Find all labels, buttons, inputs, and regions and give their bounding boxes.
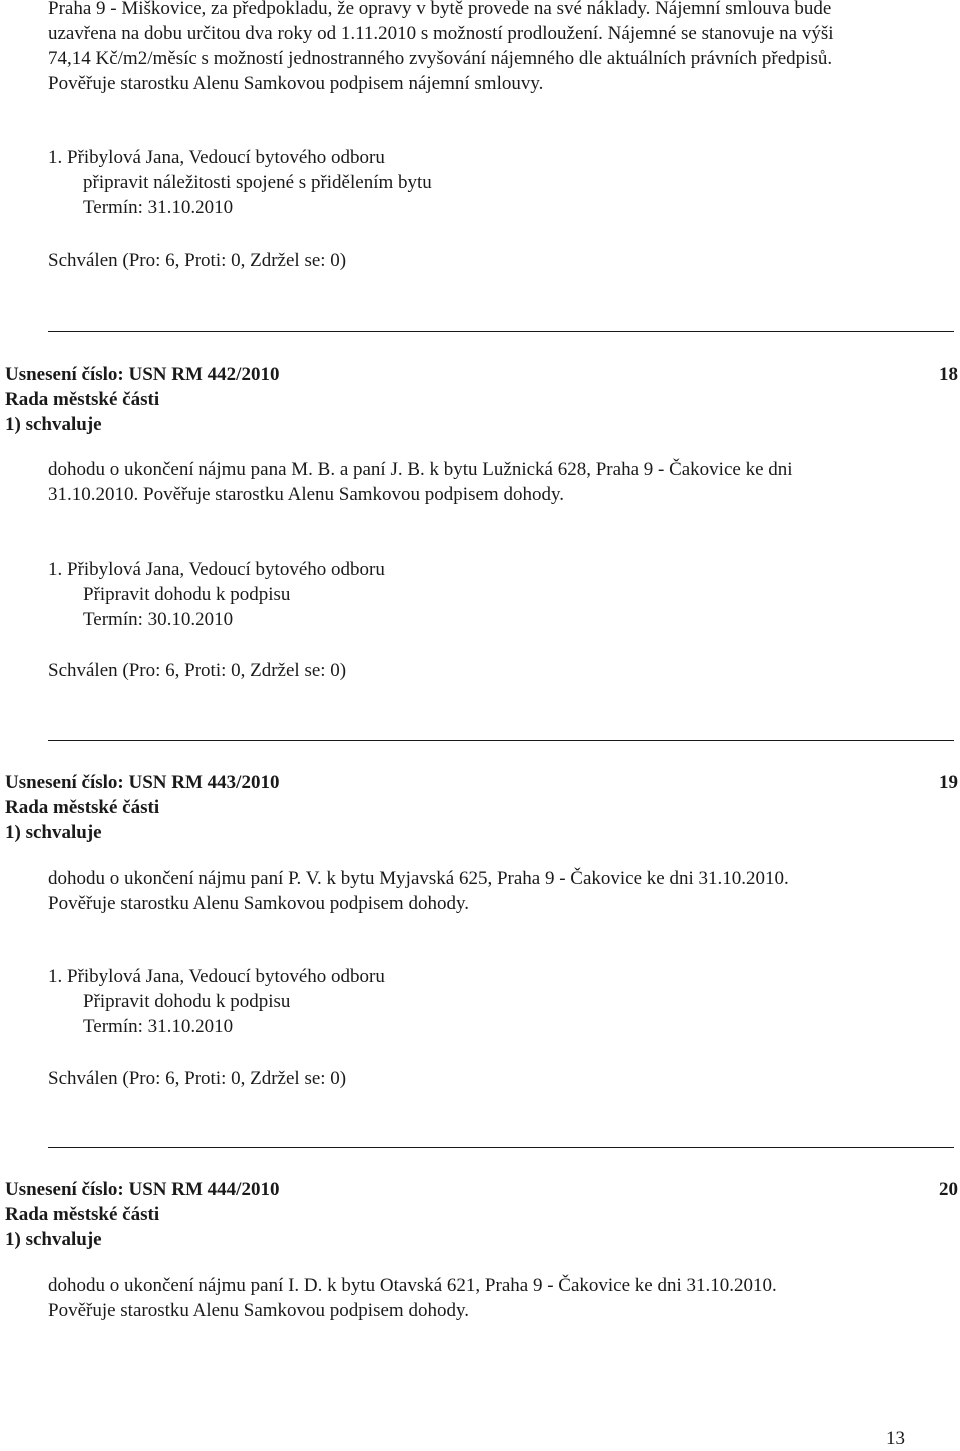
resolution-number: 18 <box>939 364 958 385</box>
intro-text-line-3: 74,14 Kč/m2/měsíc s možností jednostranného zvyšování nájemného dle aktuálních právních předpisů. <box>48 48 833 69</box>
resolution-action: 1) schvaluje <box>5 1229 102 1250</box>
resolution-title: Usnesení číslo: USN RM 444/2010 <box>5 1179 280 1200</box>
section-divider <box>48 331 954 332</box>
resolution-task-deadline: Termín: 31.10.2010 <box>83 1016 234 1037</box>
intro-task-deadline: Termín: 31.10.2010 <box>83 197 234 218</box>
resolution-action: 1) schvaluje <box>5 822 102 843</box>
intro-task-responsible: 1. Přibylová Jana, Vedoucí bytového odboru <box>48 147 385 168</box>
resolution-text-line-1: dohodu o ukončení nájmu paní P. V. k bytu Myjavská 625, Praha 9 - Čakovice ke dni 31.10.2010. <box>48 868 789 889</box>
resolution-task-responsible: 1. Přibylová Jana, Vedoucí bytového odboru <box>48 966 385 987</box>
resolution-number: 19 <box>939 772 958 793</box>
resolution-number: 20 <box>939 1179 958 1200</box>
resolution-vote-result: Schválen (Pro: 6, Proti: 0, Zdržel se: 0) <box>48 660 347 681</box>
resolution-body-name: Rada městské části <box>5 1204 160 1225</box>
resolution-task-description: Připravit dohodu k podpisu <box>83 584 291 605</box>
resolution-text-line-2: 31.10.2010. Pověřuje starostku Alenu Samkovou podpisem dohody. <box>48 484 564 505</box>
resolution-title: Usnesení číslo: USN RM 443/2010 <box>5 772 280 793</box>
intro-vote-result: Schválen (Pro: 6, Proti: 0, Zdržel se: 0) <box>48 250 347 271</box>
page-number: 13 <box>886 1428 905 1449</box>
resolution-text-line-1: dohodu o ukončení nájmu pana M. B. a paní J. B. k bytu Lužnická 628, Praha 9 - Čakovice ke dni <box>48 459 793 480</box>
resolution-action: 1) schvaluje <box>5 414 102 435</box>
resolution-text-line-2: Pověřuje starostku Alenu Samkovou podpisem dohody. <box>48 1300 469 1321</box>
resolution-task-description: Připravit dohodu k podpisu <box>83 991 291 1012</box>
resolution-text-line-2: Pověřuje starostku Alenu Samkovou podpisem dohody. <box>48 893 469 914</box>
intro-text-line-2: uzavřena na dobu určitou dva roky od 1.11.2010 s možností prodloužení. Nájemné se stanovuje na výši <box>48 23 834 44</box>
intro-task-description: připravit náležitosti spojené s přidělením bytu <box>83 172 432 193</box>
resolution-body-name: Rada městské části <box>5 797 160 818</box>
resolution-vote-result: Schválen (Pro: 6, Proti: 0, Zdržel se: 0) <box>48 1068 347 1089</box>
intro-text-line-4: Pověřuje starostku Alenu Samkovou podpisem nájemní smlouvy. <box>48 73 544 94</box>
resolution-body-name: Rada městské části <box>5 389 160 410</box>
section-divider <box>48 1147 954 1148</box>
section-divider <box>48 740 954 741</box>
resolution-title: Usnesení číslo: USN RM 442/2010 <box>5 364 280 385</box>
resolution-text-line-1: dohodu o ukončení nájmu paní I. D. k bytu Otavská 621, Praha 9 - Čakovice ke dni 31.10.2010. <box>48 1275 777 1296</box>
resolution-task-deadline: Termín: 30.10.2010 <box>83 609 234 630</box>
resolution-task-responsible: 1. Přibylová Jana, Vedoucí bytového odboru <box>48 559 385 580</box>
intro-text-line-1: Praha 9 - Miškovice, za předpokladu, že opravy v bytě provede na své náklady. Nájemní smlouva bude <box>48 0 832 19</box>
